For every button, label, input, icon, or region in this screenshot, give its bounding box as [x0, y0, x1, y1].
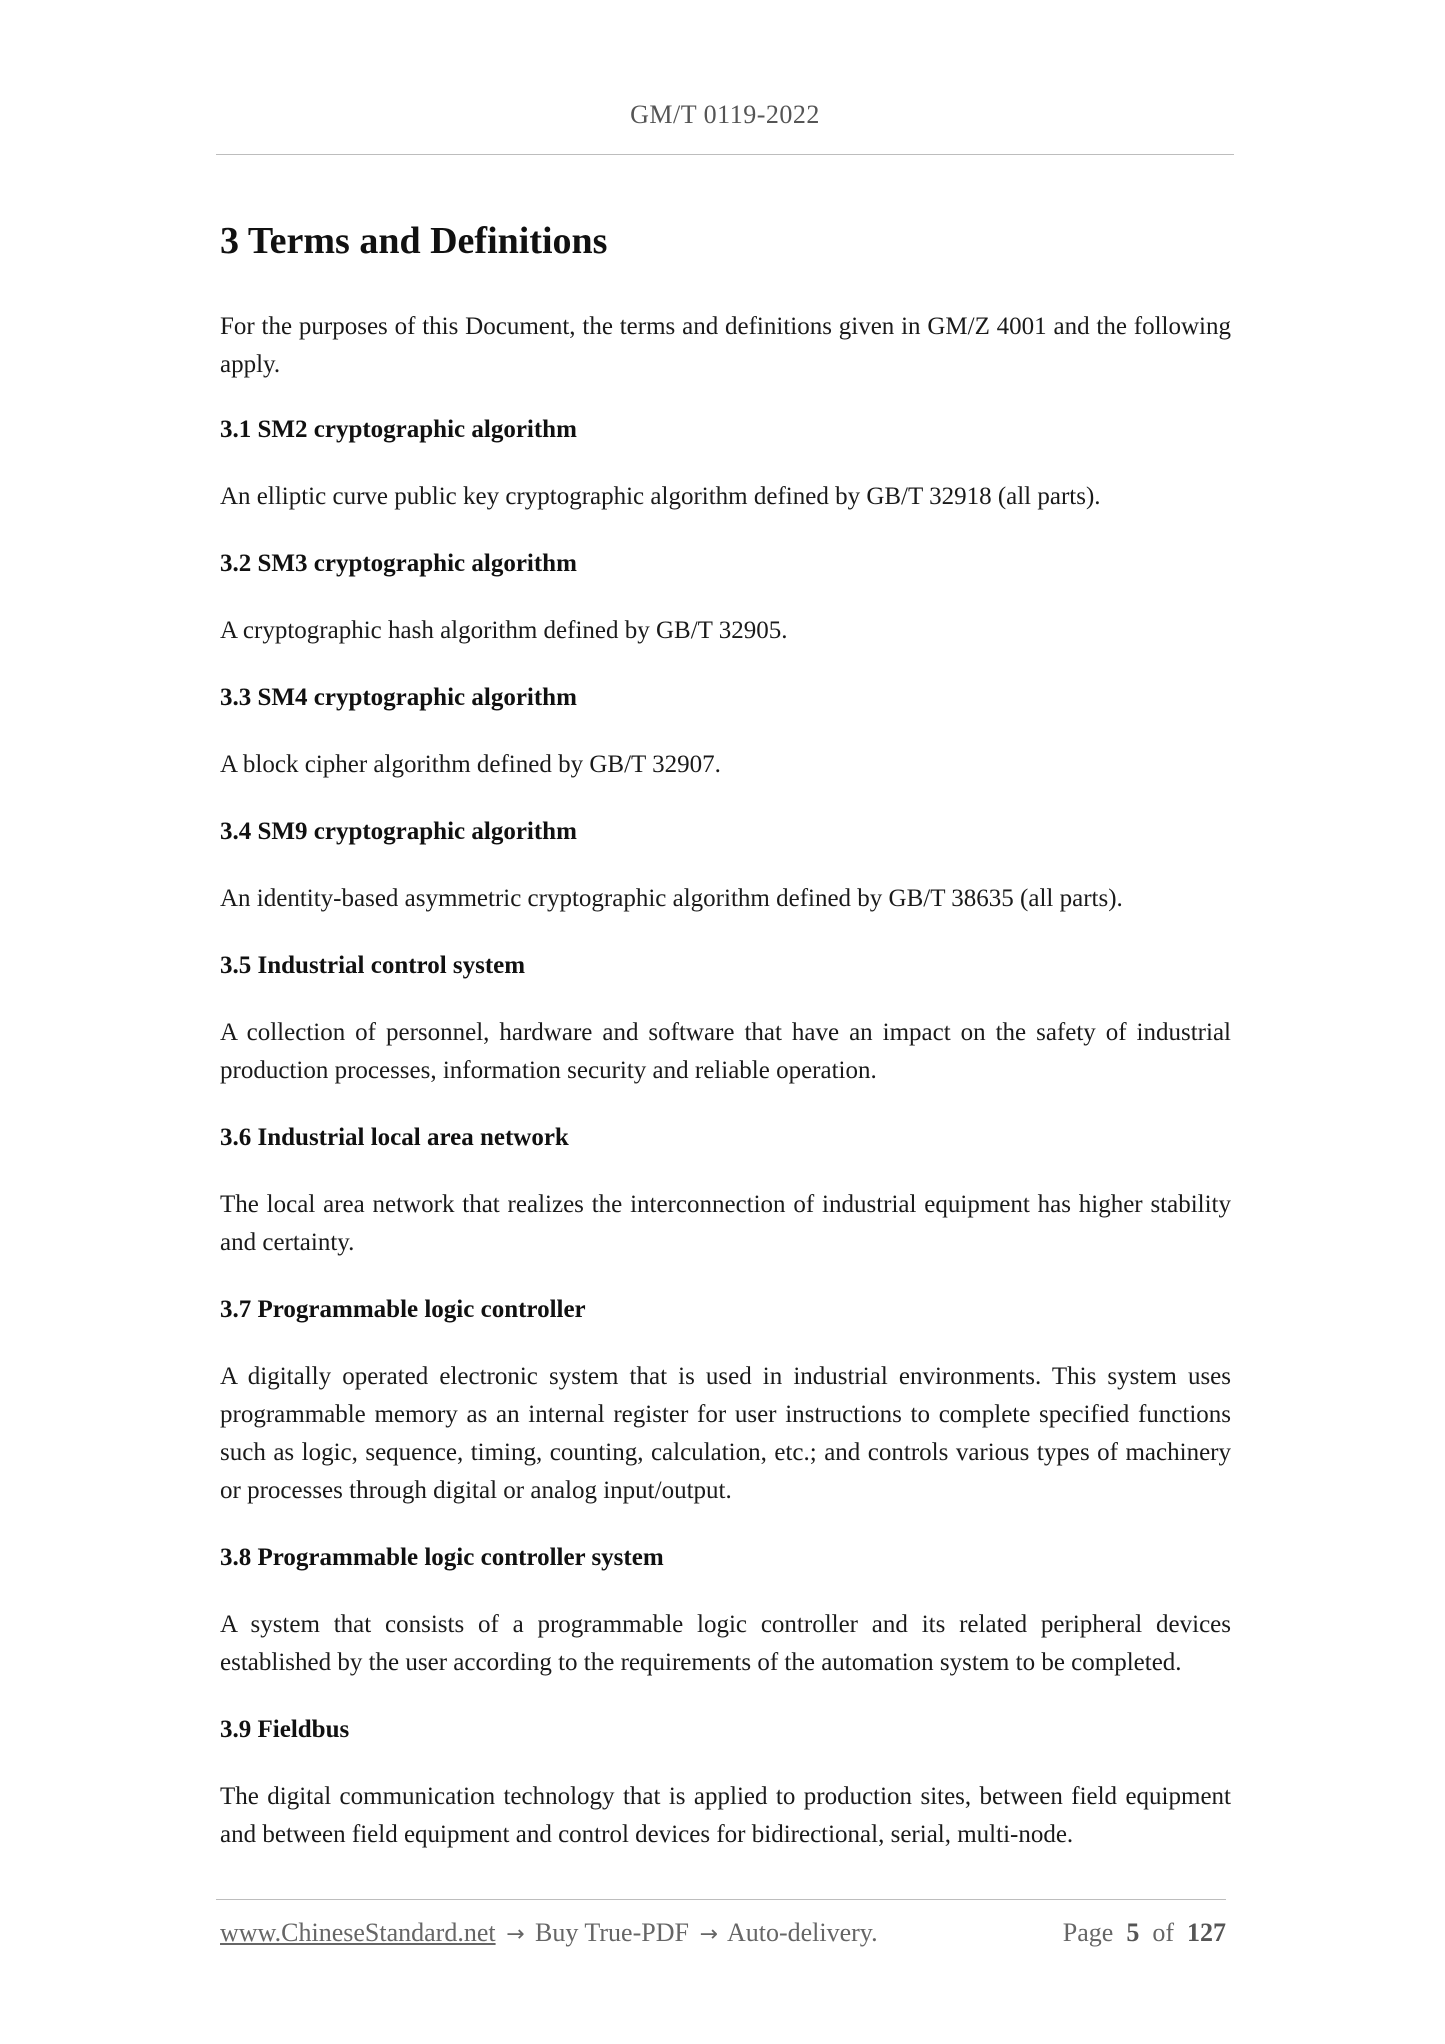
- section-title: 3 Terms and Definitions: [220, 220, 608, 262]
- buy-text: Buy True-PDF: [535, 1918, 689, 1947]
- term-definition: A cryptographic hash algorithm defined by GB/T 32905.: [220, 617, 788, 644]
- page-number: [1063, 1918, 1226, 1948]
- term-3-1: [220, 411, 1231, 516]
- website-link[interactable]: www.ChineseStandard.net: [220, 1918, 496, 1947]
- term-definition: An elliptic curve public key cryptographic algorithm defined by GB/T 32918 (all parts).: [220, 483, 1101, 510]
- header-divider: [216, 154, 1234, 155]
- term-title: 3.9 Fieldbus: [220, 1716, 350, 1743]
- delivery-text: Auto-delivery.: [726, 1918, 878, 1947]
- term-title: 3.3 SM4 cryptographic algorithm: [220, 684, 577, 711]
- total-pages: 127: [1187, 1918, 1226, 1947]
- term-3-3: [220, 679, 1231, 784]
- section-intro: For the purposes of this Document, the terms and definitions given in GM/Z 4001 and the following apply.: [220, 313, 1231, 378]
- term-title: 3.5 Industrial control system: [220, 952, 526, 979]
- page-label: Page: [1062, 1918, 1114, 1947]
- term-definition: The local area network that realizes the interconnection of industrial equipment has higher stability and certainty.: [220, 1191, 1231, 1256]
- footer-divider: [216, 1899, 1226, 1900]
- term-title: 3.1 SM2 cryptographic algorithm: [220, 416, 577, 443]
- term-3-4: [220, 813, 1231, 918]
- term-definition: A digitally operated electronic system that is used in industrial environments. This system uses programmable memory as an internal register for user instructions to complete specified functions such as logic, sequence, timing, counting, calculation, etc.; and controls various types of machinery or processes through digital or analog input/output.: [220, 1363, 1231, 1504]
- term-definition: A collection of personnel, hardware and software that have an impact on the safety of industrial production processes, information security and reliable operation.: [220, 1019, 1231, 1084]
- term-title: 3.8 Programmable logic controller system: [220, 1544, 664, 1571]
- footer-promo: [220, 1918, 878, 1948]
- term-3-5: [220, 947, 1231, 1090]
- term-3-2: [220, 545, 1231, 650]
- term-title: 3.2 SM3 cryptographic algorithm: [220, 550, 577, 577]
- page-footer: [220, 1918, 1226, 1948]
- arrow-right-icon: →: [699, 1922, 718, 1947]
- of-label: of: [1152, 1918, 1174, 1947]
- term-definition: A system that consists of a programmable logic controller and its related peripheral devices established by the user according to the requirements of the automation system to be completed.: [220, 1611, 1231, 1676]
- term-3-9: [220, 1711, 1231, 1854]
- current-page: 5: [1126, 1918, 1140, 1947]
- term-definition: An identity-based asymmetric cryptographic algorithm defined by GB/T 38635 (all parts).: [220, 885, 1123, 912]
- term-3-8: [220, 1539, 1231, 1682]
- arrow-right-icon: →: [506, 1922, 525, 1947]
- term-3-6: [220, 1119, 1231, 1262]
- term-title: 3.7 Programmable logic controller: [220, 1296, 586, 1323]
- term-definition: A block cipher algorithm defined by GB/T 32907.: [220, 751, 721, 778]
- term-title: 3.4 SM9 cryptographic algorithm: [220, 818, 577, 845]
- term-3-7: [220, 1291, 1231, 1510]
- term-title: 3.6 Industrial local area network: [220, 1124, 569, 1151]
- document-header-id: GM/T 0119-2022: [630, 100, 820, 129]
- term-definition: The digital communication technology that is applied to production sites, between field equipment and between field equipment and control devices for bidirectional, serial, multi-node.: [220, 1783, 1231, 1848]
- page-content: [220, 212, 1231, 1883]
